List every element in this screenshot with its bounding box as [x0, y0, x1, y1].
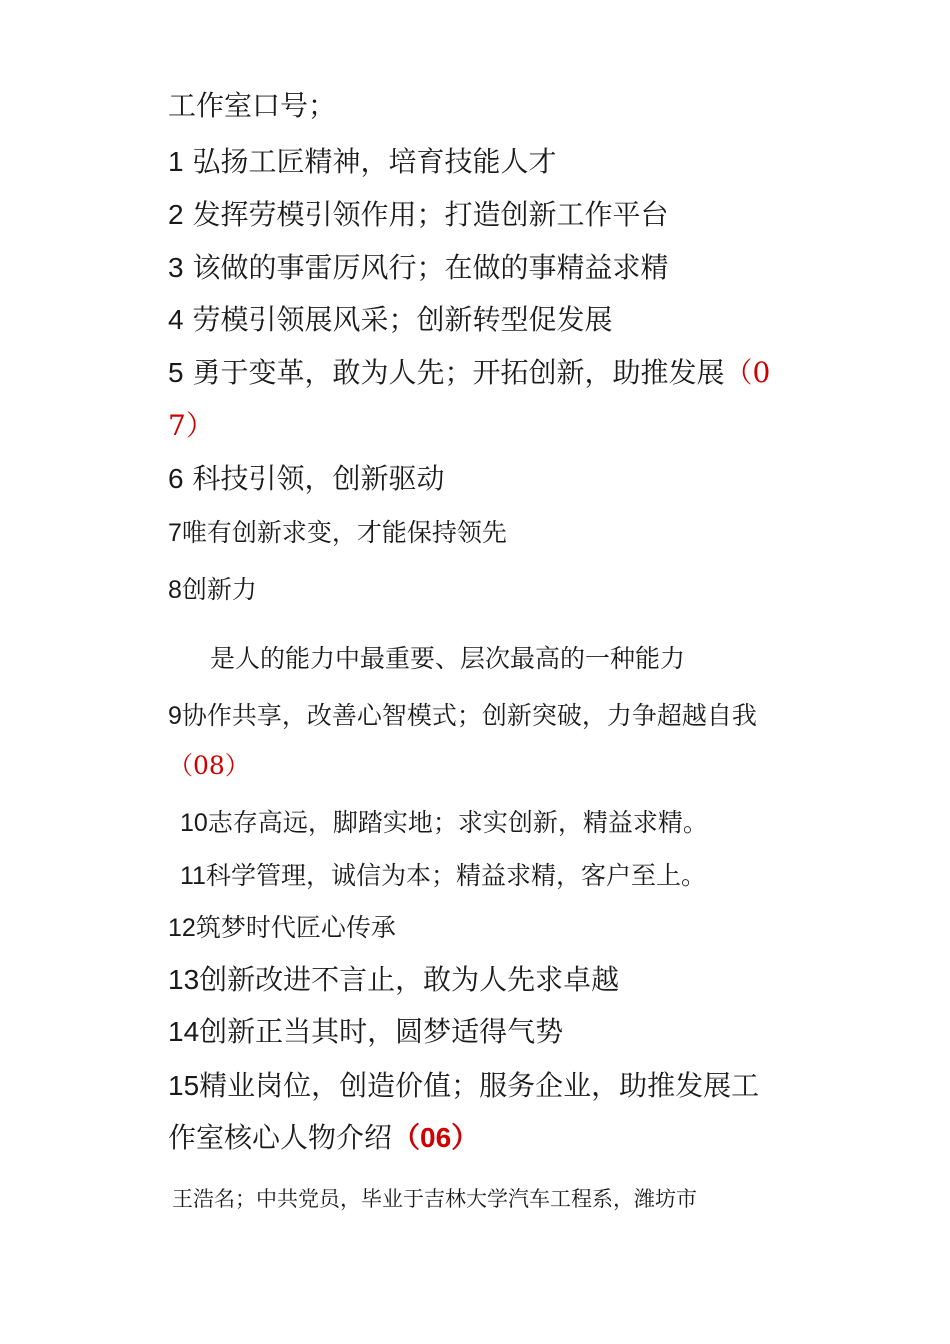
slogan-text: 科技引领，创新驱动 — [192, 462, 445, 495]
slogan-text: 创新正当其时，圆梦适得气势 — [199, 1015, 564, 1048]
slogan-number: 3 — [168, 252, 184, 283]
slogan-7 — [168, 520, 507, 546]
slogan-text: 科学管理，诚信为本；精益求精，客户至上。 — [205, 861, 706, 890]
slogan-number: 15 — [168, 1070, 200, 1101]
slogan-text: 发挥劳模引领作用；打造创新工作平台 — [192, 198, 669, 231]
slogan-text: 创新改进不言止，敢为人先求卓越 — [199, 963, 620, 996]
slogan-text: 志存高远，脚踏实地；求实创新，精益求精。 — [207, 808, 708, 837]
slogan-number: 10 — [180, 809, 208, 837]
slogan-number: 12 — [168, 914, 196, 942]
slogan-text: 协作共享，改善心智模式；创新突破，力争超越自我 — [181, 701, 757, 730]
slogan-text: 该做的事雷厉风行；在做的事精益求精 — [192, 251, 669, 284]
slogan-text: 创新力 — [181, 575, 257, 604]
slogan-number: 9 — [168, 702, 182, 730]
slogan-text: 唯有创新求变，才能保持领先 — [181, 518, 507, 547]
page-reference-note-continued: 7） — [168, 409, 214, 442]
slogan-number: 1 — [168, 146, 184, 177]
slogan-number: 7 — [168, 519, 182, 547]
person-intro: 王浩名；中共党员，毕业于吉林大学汽车工程系，潍坊市 — [172, 1187, 697, 1211]
slogan-number: 4 — [168, 304, 184, 335]
slogan-text: 精业岗位，创造价值；服务企业，助推发展工 — [199, 1069, 760, 1102]
slogan-text: 勇于变革，敢为人先；开拓创新，助推发展 — [192, 356, 725, 389]
page-reference-note: （08） — [168, 751, 250, 780]
slogan-3 — [168, 251, 669, 284]
slogan-5 — [168, 356, 771, 389]
slogan-11 — [180, 863, 706, 889]
slogan-14 — [168, 1015, 564, 1048]
slogan-text: 弘扬工匠精神，培育技能人才 — [192, 145, 557, 178]
slogan-10 — [180, 810, 708, 836]
slogan-number: 2 — [168, 199, 184, 230]
slogan-9 — [168, 703, 757, 729]
slogan-12 — [168, 915, 396, 941]
slogan-text: 筑梦时代匠心传承 — [195, 913, 396, 942]
slogan-13 — [168, 963, 620, 996]
slogan-1 — [168, 145, 557, 178]
slogan-2 — [168, 198, 669, 231]
slogan-15 — [168, 1069, 760, 1102]
document-title: 工作室口号； — [168, 89, 337, 122]
slogan-6 — [168, 462, 445, 495]
slogan-8-continuation: 是人的能力中最重要、层次最高的一种能力 — [210, 644, 686, 673]
slogan-4 — [168, 303, 613, 336]
page-reference-note: （0 — [724, 356, 771, 389]
slogan-number: 11 — [180, 862, 206, 890]
slogan-number: 14 — [168, 1016, 200, 1047]
slogan-number: 6 — [168, 463, 184, 494]
slogan-number: 5 — [168, 357, 184, 388]
section-heading-core-person: 作室核心人物介绍（06） — [168, 1121, 480, 1154]
page-reference-note: （06） — [392, 1122, 480, 1153]
slogan-8 — [168, 577, 257, 603]
slogan-number: 8 — [168, 576, 182, 604]
slogan-number: 13 — [168, 964, 200, 995]
slogan-text: 劳模引领展风采；创新转型促发展 — [192, 303, 613, 336]
